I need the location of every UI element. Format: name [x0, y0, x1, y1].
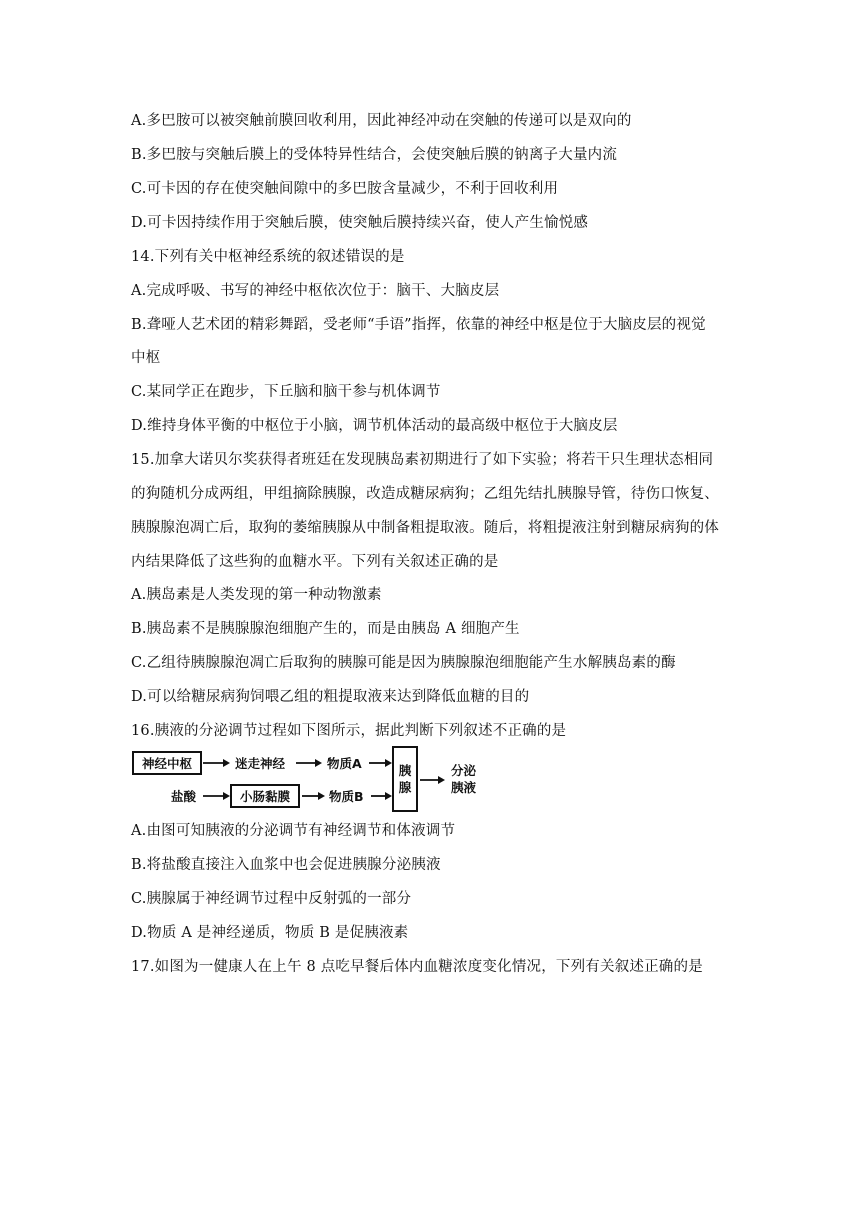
arrowhead: [385, 792, 392, 800]
arrowhead: [315, 759, 322, 767]
arrowhead: [223, 759, 230, 767]
q15-option-c: C.乙组待胰腺腺泡凋亡后取狗的胰腺可能是因为胰腺腺泡细胞能产生水解胰岛素的酶: [131, 655, 676, 671]
q16-option-d: D.物质 A 是神经递质，物质 B 是促胰液素: [131, 925, 409, 941]
pancreas-label-2: 腺: [398, 780, 412, 795]
q16-option-a: A.由图可知胰液的分泌调节有神经调节和体液调节: [131, 823, 456, 839]
intestine-label: 小肠黏膜: [239, 789, 291, 804]
secrete-label-1: 分泌: [451, 763, 477, 778]
q16-option-c: C.胰腺属于神经调节过程中反射弧的一部分: [131, 891, 412, 907]
q13-option-b: B.多巴胺与突触后膜上的受体特异性结合，会使突触后膜的钠离子大量内流: [131, 147, 618, 163]
pancreas-box: [393, 747, 417, 811]
q15-stem-line-3: 胰腺腺泡凋亡后，取狗的萎缩胰腺从中制备粗提取液。随后，将粗提液注射到糖尿病狗的体: [131, 520, 719, 536]
nerve-center-label: 神经中枢: [141, 756, 193, 771]
pancreatic-secretion-diagram: [131, 745, 491, 815]
q16-option-b: B.将盐酸直接注入血浆中也会促进胰腺分泌胰液: [131, 857, 441, 873]
q14-option-c: C.某同学正在跑步，下丘脑和脑干参与机体调节: [131, 384, 441, 400]
q13-option-c: C.可卡因的存在使突触间隙中的多巴胺含量减少，不利于回收利用: [131, 181, 559, 197]
secrete-label-2: 胰液: [451, 780, 477, 795]
q15-stem-line-4: 内结果降低了这些狗的血糖水平。下列有关叙述正确的是: [131, 554, 499, 570]
substance-a-label: 物质A: [327, 756, 362, 771]
q15-stem-line-2: 的狗随机分成两组，甲组摘除胰腺，改造成糖尿病狗；乙组先结扎胰腺导管，待伤口恢复、: [131, 486, 719, 502]
arrowhead: [438, 776, 445, 784]
q17-stem: 17.如图为一健康人在上午 8 点吃早餐后体内血糖浓度变化情况，下列有关叙述正确的是: [131, 959, 703, 975]
q15-option-b: B.胰岛素不是胰腺腺泡细胞产生的，而是由胰岛 A 细胞产生: [131, 621, 520, 637]
q14-stem: 14.下列有关中枢神经系统的叙述错误的是: [131, 249, 405, 265]
hcl-label: 盐酸: [171, 789, 197, 804]
arrowhead: [223, 792, 230, 800]
q13-option-a: A.多巴胺可以被突触前膜回收利用，因此神经冲动在突触的传递可以是双向的: [131, 113, 632, 129]
vagus-label: 迷走神经: [235, 756, 286, 771]
pancreas-label-1: 胰: [398, 763, 412, 778]
substance-b-label: 物质B: [329, 789, 364, 804]
q14-option-b: B.聋哑人艺术团的精彩舞蹈，受老师“手语”指挥，依靠的神经中枢是位于大脑皮层的视觉: [131, 317, 706, 333]
arrowhead: [318, 792, 325, 800]
q15-option-a: A.胰岛素是人类发现的第一种动物激素: [131, 587, 382, 603]
q16-stem: 16.胰液的分泌调节过程如下图所示，据此判断下列叙述不正确的是: [131, 723, 567, 739]
arrowhead: [385, 759, 392, 767]
q14-option-a: A.完成呼吸、书写的神经中枢依次位于：脑干、大脑皮层: [131, 283, 500, 299]
q15-stem-line-1: 15.加拿大诺贝尔奖获得者班廷在发现胰岛素初期进行了如下实验；将若干只生理状态相同: [131, 452, 714, 468]
q14-option-b-cont: 中枢: [131, 350, 161, 366]
q13-option-d: D.可卡因持续作用于突触后膜，使突触后膜持续兴奋，使人产生愉悦感: [131, 215, 589, 231]
q15-option-d: D.可以给糖尿病狗饲喂乙组的粗提取液来达到降低血糖的目的: [131, 689, 530, 705]
q14-option-d: D.维持身体平衡的中枢位于小脑，调节机体活动的最高级中枢位于大脑皮层: [131, 418, 618, 434]
